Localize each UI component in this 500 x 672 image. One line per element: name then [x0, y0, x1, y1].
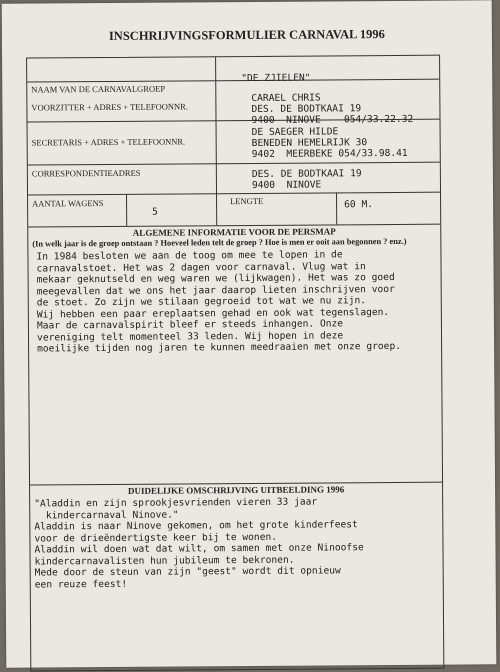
correspondence-line: 9400 NINOVE	[251, 179, 322, 191]
press-text	[36, 249, 401, 355]
depiction-section-title: DUIDELIJKE OMSCHRIJVING UITBEELDING 1996	[127, 484, 345, 496]
press-section-title: ALGEMENE INFORMATIE VOOR DE PERSMAP	[132, 226, 336, 238]
chair-line: DES. DE BODTKAAI 19	[251, 103, 362, 115]
row-divider	[27, 79, 439, 83]
form-paper	[2, 0, 497, 667]
depiction-line: "Aladdin en zijn sprookjesvrienden vieren 33 jaar	[34, 496, 318, 510]
press-section-question: (In welk jaar is de groep ontstaan ? Hoeveel leden telt de groep ? Hoe is men er ooit aan begonnen ? enz.)	[32, 236, 407, 249]
secretary-label: SECRETARIS + ADRES + TELEFOONNR.	[31, 136, 186, 148]
depiction-text	[34, 496, 364, 590]
column-divider	[126, 194, 127, 226]
form-table	[26, 55, 444, 672]
press-line: Wij hebben een paar ereplaatsen gehad en ook wat tegenslagen.	[36, 306, 390, 320]
press-line: carnavalstoet. Het was 2 dagen voor carnaval. Vlug wat in	[36, 260, 366, 274]
press-line: Maar de carnavalspirit bleef er steeds inhangen. Onze	[36, 318, 344, 332]
row-divider	[28, 192, 440, 196]
secretary-line: BENEDEN HEMELRIJK 30	[251, 137, 368, 149]
correspondence-label: CORRESPONDENTIEADRES	[31, 167, 141, 179]
length-value: 60 M.	[344, 199, 374, 211]
depiction-line: kindercarnaval Ninove."	[34, 508, 179, 522]
chair-label: VOORZITTER + ADRES + TELEFOONNR.	[31, 101, 188, 113]
secretary-line: 9402 MEERBEKE 054/33.98.41	[251, 147, 408, 160]
press-line: mekaar geknutseld en weg waren we (lijkwagen). Het was zo goed	[36, 271, 395, 286]
depiction-line: Aladdin is naar Ninove gekomen, om het grote kinderfeest	[34, 519, 358, 533]
form-title: INSCHRIJVINGSFORMULIER CARNAVAL 1996	[108, 27, 385, 43]
press-line: vereniging telt momenteel 33 leden. Wij hopen in deze	[36, 329, 344, 343]
press-line: In 1984 besloten we aan de toog om mee te lopen in de	[36, 249, 343, 263]
wagons-value: 5	[152, 206, 158, 218]
correspondence-line: DES. DE BODTKAAI 19	[251, 168, 362, 180]
secretary-line: DE SAEGER HILDE	[251, 126, 339, 138]
group-name-value: "DE ZJIELEN"	[241, 72, 311, 85]
length-label: LENGTE	[230, 195, 264, 207]
press-line: moeilijke tijden nog jaren te kunnen meedraaien met onze groep.	[37, 340, 402, 355]
column-divider	[336, 192, 337, 224]
wagons-label: AANTAL WAGENS	[32, 198, 104, 209]
row-divider	[28, 162, 440, 166]
depiction-line: Aladdin wil doen wat dat wilt, om samen met onze Ninoofse	[34, 542, 364, 556]
depiction-line: een reuze feest!	[34, 578, 128, 591]
depiction-line: Mede door de steun van zijn "geest" wordt dit opnieuw	[34, 565, 341, 579]
column-divider	[215, 57, 217, 225]
press-line: meegevallen dat we ons het jaar daarop lieten inschrijven voor	[36, 283, 395, 297]
chair-line: 9400 NINOVE 054/33.22.32	[251, 113, 414, 126]
depiction-line: kindercarnavalisten hun jubileum te bekronen.	[34, 554, 295, 568]
chair-line: CARAEL CHRIS	[251, 92, 321, 104]
group-name-label: NAAM VAN DE CARNAVALGROEP	[31, 83, 166, 95]
depiction-line: voor de drieëndertigste keer bij te wonen.	[34, 531, 278, 545]
press-line: de stoet. Zo zijn we stilaan gegroeid tot wat we nu zijn.	[36, 295, 367, 309]
